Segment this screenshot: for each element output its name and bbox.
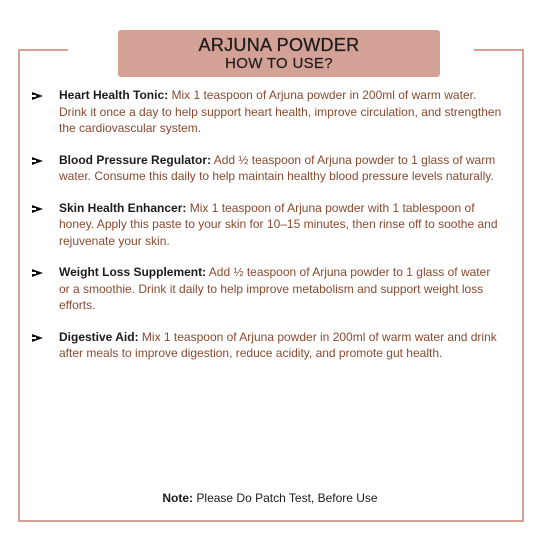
- frame-right-line: [522, 49, 524, 522]
- header-banner: [118, 30, 440, 77]
- frame-left-line: [18, 49, 20, 522]
- page-subtitle: HOW TO USE?: [225, 55, 333, 72]
- arrow-bullet-icon: [32, 157, 43, 165]
- list-item-weight-loss: [32, 264, 502, 314]
- item-text: Add ½ teaspoon of Arjuna powder to 1 glass of water or a smoothie. Drink it daily to help improve metabolism and support weight loss efforts.: [59, 265, 491, 312]
- item-text: Mix 1 teaspoon of Arjuna powder in 200ml of warm water and drink after meals to improve digestion, reduce acidity, and promote gut health.: [59, 329, 497, 360]
- arrow-bullet-icon: [32, 269, 43, 277]
- arrow-bullet-icon: [32, 205, 43, 213]
- item-label: Heart Health Tonic:: [59, 88, 169, 102]
- frame-top-left-line: [18, 49, 68, 51]
- list-item-skin-health: [32, 200, 502, 250]
- usage-list: [32, 87, 502, 377]
- frame-top-right-line: [474, 49, 524, 51]
- item-label: Digestive Aid:: [59, 329, 139, 344]
- item-text: Add ½ teaspoon of Arjuna powder to 1 glass of warm water. Consume this daily to help maintain healthy blood pressure levels naturally.: [59, 152, 496, 183]
- note-text: Please Do Patch Test, Before Use: [193, 491, 378, 505]
- list-item-heart-health: [32, 87, 502, 137]
- patch-test-note: [0, 491, 540, 505]
- item-text: Mix 1 teaspoon of Arjuna powder with 1 tablespoon of honey. Apply this paste to your skin for 10–15 minutes, then rinse off to soothe and rejuvenate your skin.: [59, 200, 498, 248]
- frame-bottom-line: [18, 520, 524, 522]
- note-label: Note:: [162, 491, 194, 505]
- list-item-digestive-aid: [32, 329, 502, 362]
- list-item-blood-pressure: [32, 152, 502, 185]
- page-title: ARJUNA POWDER: [198, 35, 360, 55]
- item-label: Weight Loss Supplement:: [59, 265, 207, 279]
- item-text: Mix 1 teaspoon of Arjuna powder in 200ml of warm water. Drink it once a day to help support heart health, improve circulation, and strengthen the cardiovascular system.: [59, 88, 502, 135]
- arrow-bullet-icon: [32, 334, 43, 342]
- arrow-bullet-icon: [32, 92, 43, 100]
- item-label: Skin Health Enhancer:: [59, 200, 187, 215]
- item-label: Blood Pressure Regulator:: [59, 152, 212, 167]
